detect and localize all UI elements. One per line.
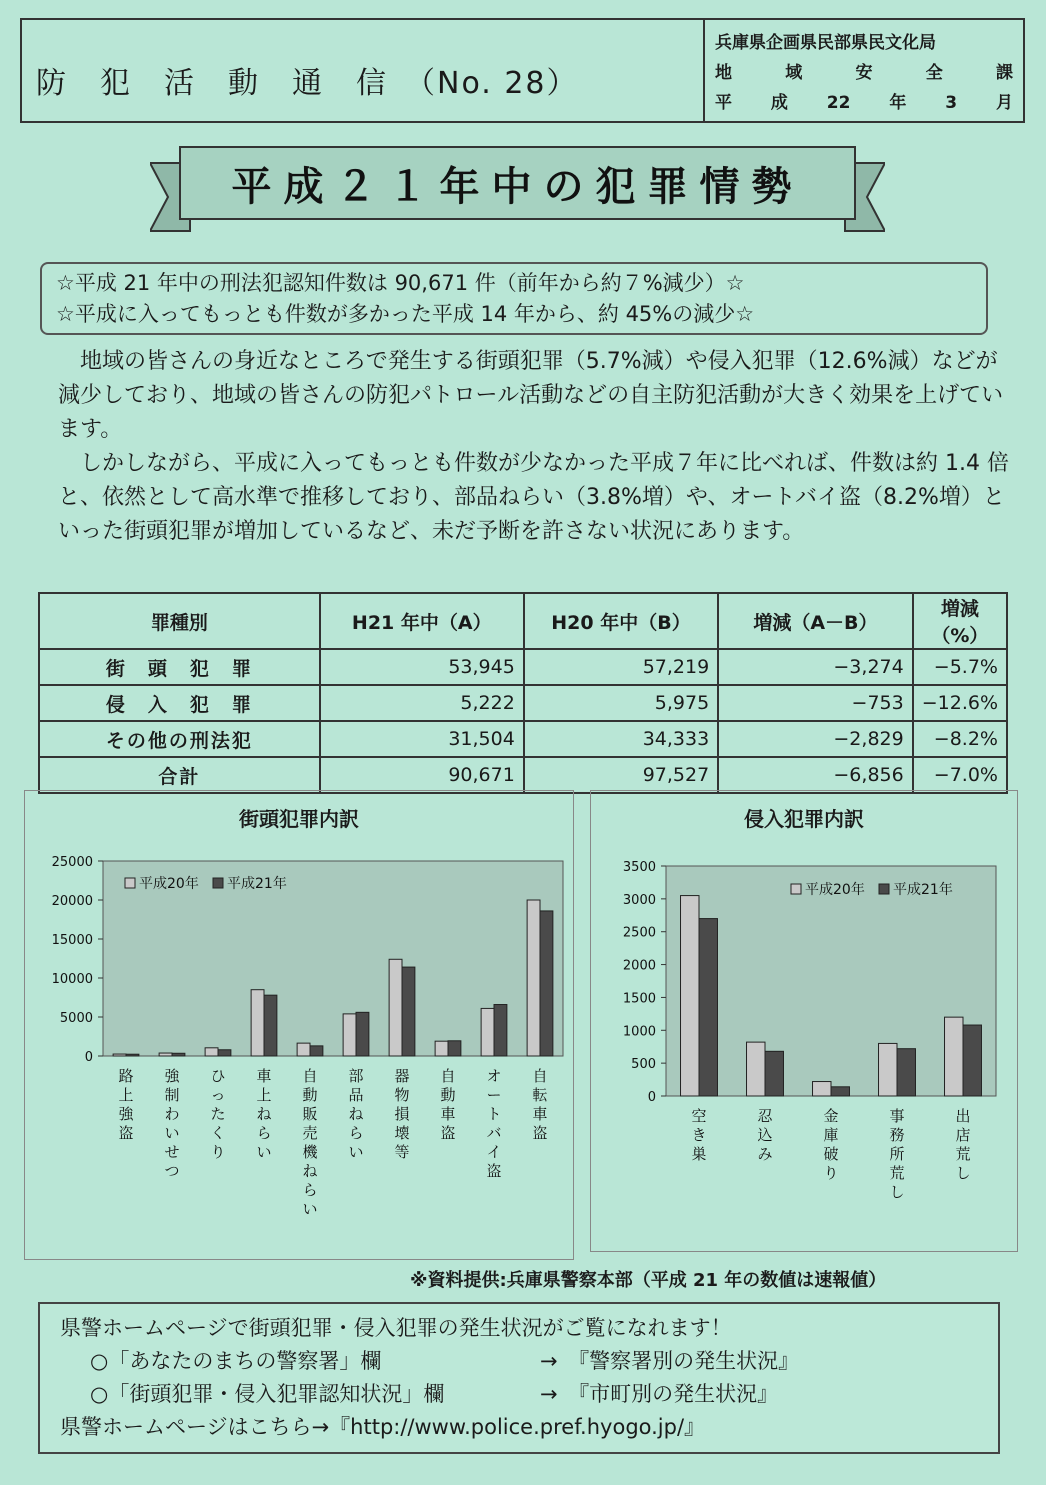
crime-status-link[interactable]: ○「街頭犯罪・侵入犯罪認知状況」欄: [90, 1382, 445, 1406]
x-tick-label: 車: [256, 1067, 272, 1085]
link-target: → 『警察署別の発生状況』: [540, 1349, 800, 1373]
x-tick-label: 巣: [691, 1145, 707, 1163]
y-tick-label: 3000: [622, 892, 656, 908]
table-row: [39, 649, 1007, 685]
summary-box: [40, 262, 988, 335]
x-tick-label: 自: [532, 1067, 548, 1085]
x-tick-label: 強: [118, 1105, 134, 1123]
y-tick-label: 2500: [622, 925, 656, 941]
bar: [897, 1049, 915, 1096]
legend-swatch: [213, 878, 223, 888]
x-tick-label: 盗: [440, 1124, 456, 1142]
cell-value: 97,527: [524, 757, 718, 793]
x-tick-label: 壊: [394, 1124, 410, 1142]
legend-swatch: [879, 884, 889, 894]
y-tick-label: 15000: [51, 933, 93, 948]
footer-link-row: [60, 1345, 978, 1378]
newsletter-title: 防 犯 活 動 通 信 （No. 28）: [36, 66, 579, 101]
article-body: [58, 345, 1018, 549]
x-tick-label: ひ: [210, 1067, 226, 1085]
bar: [494, 1005, 507, 1056]
x-tick-label: ら: [256, 1124, 272, 1142]
x-tick-label: ね: [302, 1162, 318, 1180]
legend-label: 平成21年: [893, 882, 953, 898]
bar: [435, 1041, 448, 1056]
newsletter-header: [20, 18, 703, 123]
publisher-block: [703, 18, 1025, 123]
cell-value: −12.6%: [913, 685, 1007, 721]
bar: [251, 990, 264, 1056]
publish-date: 平 成 22 年 3 月: [715, 93, 1013, 113]
x-tick-label: 器: [394, 1067, 410, 1085]
column-header: 増減（A－B）: [718, 593, 913, 649]
burglary-chart-panel: [590, 790, 1018, 1252]
paragraph-1: 地域の皆さんの身近なところで発生する街頭犯罪（5.7%減）や侵入犯罪（12.6%減）などが減少しており、地域の皆さんの防犯パトロール活動などの自主防犯活動が大きく効果を上げています。: [58, 349, 1004, 442]
bar: [159, 1053, 172, 1056]
legend-swatch: [791, 884, 801, 894]
x-tick-label: つ: [164, 1162, 180, 1180]
x-tick-label: オ: [486, 1067, 502, 1085]
x-tick-label: し: [955, 1164, 971, 1182]
x-tick-label: 自: [440, 1067, 456, 1085]
legend-label: 平成20年: [139, 876, 199, 892]
x-tick-label: 破: [823, 1145, 839, 1163]
cell-value: 90,671: [320, 757, 524, 793]
x-tick-label: 事: [889, 1107, 905, 1125]
bar: [205, 1048, 218, 1056]
bar: [747, 1042, 765, 1096]
x-tick-label: 店: [955, 1126, 971, 1144]
x-tick-label: 品: [348, 1086, 364, 1104]
column-header: 増減（%）: [913, 593, 1007, 649]
bar: [113, 1054, 126, 1056]
x-tick-label: わ: [164, 1105, 180, 1123]
x-tick-label: 物: [394, 1086, 410, 1104]
bar: [310, 1046, 323, 1056]
bar: [540, 911, 553, 1056]
cell-value: −6,856: [718, 757, 913, 793]
x-tick-label: ら: [302, 1181, 318, 1199]
y-tick-label: 10000: [51, 972, 93, 987]
cell-value: 34,333: [524, 721, 718, 757]
publisher-section: 地 域 安 全 課: [715, 63, 1013, 83]
x-tick-label: 機: [302, 1143, 318, 1161]
x-tick-label: 荒: [955, 1145, 971, 1163]
cell-value: 5,222: [320, 685, 524, 721]
street-crime-chart-panel: [24, 790, 574, 1260]
y-tick-label: 500: [631, 1057, 656, 1073]
burglary-chart: [591, 836, 1017, 1248]
x-tick-label: り: [210, 1143, 226, 1161]
x-tick-label: 込: [757, 1126, 773, 1144]
x-tick-label: 車: [440, 1105, 456, 1123]
table-row: [39, 721, 1007, 757]
cell-value: −2,829: [718, 721, 913, 757]
x-tick-label: 荒: [889, 1164, 905, 1182]
bar: [343, 1014, 356, 1056]
x-tick-label: 庫: [823, 1126, 839, 1144]
x-tick-label: っ: [210, 1086, 226, 1104]
y-tick-label: 5000: [59, 1011, 93, 1026]
bar: [481, 1008, 494, 1056]
x-tick-label: 出: [955, 1107, 971, 1125]
x-tick-label: 盗: [532, 1124, 548, 1142]
x-tick-label: 自: [302, 1067, 318, 1085]
x-tick-label: い: [348, 1143, 364, 1161]
x-tick-label: 盗: [486, 1162, 502, 1180]
x-tick-label: い: [302, 1200, 318, 1218]
table-row: [39, 685, 1007, 721]
bar: [813, 1082, 831, 1096]
x-tick-label: せ: [164, 1143, 180, 1161]
cell-value: 57,219: [524, 649, 718, 685]
legend-label: 平成21年: [227, 876, 287, 892]
x-tick-label: 車: [532, 1105, 548, 1123]
y-tick-label: 20000: [51, 894, 93, 909]
legend-swatch: [125, 878, 135, 888]
x-tick-label: 制: [164, 1086, 180, 1104]
column-header: 罪種別: [39, 593, 320, 649]
y-tick-label: 25000: [51, 855, 93, 870]
bar: [297, 1043, 310, 1056]
x-tick-label: 動: [302, 1086, 318, 1104]
bar: [448, 1041, 461, 1056]
x-tick-label: バ: [486, 1124, 502, 1142]
x-tick-label: ー: [486, 1086, 502, 1104]
cell-value: −3,274: [718, 649, 913, 685]
paragraph-2: しかしながら、平成に入ってもっとも件数が少なかった平成７年に比べれば、件数は約 1.4 倍と、依然として高水準で推移しており、部品ねらい（3.8%増）や、オートバイ盗（8.2%増）といった街頭犯罪が増加しているなど、未だ予断を許さない状況にあります。: [58, 451, 1009, 544]
x-tick-label: り: [823, 1164, 839, 1182]
cell-value: −753: [718, 685, 913, 721]
bar: [402, 967, 415, 1056]
x-tick-label: く: [210, 1124, 226, 1142]
x-tick-label: ね: [348, 1105, 364, 1123]
bar: [264, 995, 277, 1056]
x-tick-label: ね: [256, 1105, 272, 1123]
homepage-url[interactable]: 県警ホームページはこちら→『http://www.police.pref.hyogo.jp/』: [60, 1415, 706, 1439]
x-tick-label: 転: [532, 1086, 548, 1104]
x-tick-label: み: [757, 1145, 773, 1163]
x-tick-label: 部: [348, 1067, 364, 1085]
x-tick-label: 忍: [757, 1107, 773, 1125]
bar: [356, 1012, 369, 1056]
data-source-note: ※資料提供:兵庫県警察本部（平成 21 年の数値は速報値）: [410, 1270, 887, 1291]
homepage-info-box: [38, 1302, 1000, 1454]
y-tick-label: 1500: [622, 991, 656, 1007]
x-tick-label: 販: [302, 1105, 318, 1123]
bar: [527, 900, 540, 1056]
legend-label: 平成20年: [805, 882, 865, 898]
headline-banner: [150, 143, 885, 235]
x-tick-label: 上: [256, 1086, 272, 1104]
row-category: 街 頭 犯 罪: [39, 649, 320, 685]
x-tick-label: 売: [302, 1124, 318, 1142]
chart-title: 侵入犯罪内訳: [744, 807, 864, 831]
crime-stats-table: [38, 592, 1008, 794]
y-tick-label: 2000: [622, 958, 656, 974]
row-category: 合計: [39, 757, 320, 793]
x-tick-label: イ: [486, 1143, 502, 1161]
row-category: その他の刑法犯: [39, 721, 320, 757]
table-total-row: [39, 757, 1007, 793]
x-tick-label: た: [210, 1105, 226, 1123]
x-tick-label: い: [164, 1124, 180, 1142]
x-tick-label: 強: [164, 1067, 180, 1085]
bar: [831, 1087, 849, 1096]
x-tick-label: ト: [486, 1105, 502, 1123]
publisher-dept: 兵庫県企画県民部県民文化局: [715, 33, 936, 53]
x-tick-label: 損: [394, 1105, 410, 1123]
footer-intro: 県警ホームページで街頭犯罪・侵入犯罪の発生状況がご覧になれます！: [60, 1316, 732, 1340]
y-tick-label: 3500: [622, 860, 656, 875]
street-crime-chart: [25, 836, 573, 1256]
y-tick-label: 0: [647, 1090, 656, 1105]
x-tick-label: 上: [118, 1086, 134, 1104]
x-tick-label: 所: [889, 1145, 905, 1163]
bar: [681, 896, 699, 1096]
cell-value: 5,975: [524, 685, 718, 721]
bar: [126, 1054, 139, 1056]
bar: [218, 1050, 231, 1056]
column-header: H21 年中（A）: [320, 593, 524, 649]
bar: [879, 1043, 897, 1096]
x-tick-label: 路: [118, 1067, 134, 1085]
chart-title: 街頭犯罪内訳: [239, 807, 359, 831]
x-tick-label: き: [691, 1126, 707, 1144]
x-tick-label: 空: [691, 1107, 707, 1125]
cell-value: −7.0%: [913, 757, 1007, 793]
link-target: → 『市町別の発生状況』: [540, 1382, 779, 1406]
column-header: H20 年中（B）: [524, 593, 718, 649]
summary-line-1: ☆平成 21 年中の刑法犯認知件数は 90,671 件（前年から約７%減少）☆: [56, 271, 745, 295]
footer-link-row: [60, 1378, 978, 1411]
bar: [945, 1017, 963, 1096]
y-tick-label: 0: [84, 1050, 93, 1065]
x-tick-label: し: [889, 1183, 905, 1201]
headline-title: 平成２１年中の犯罪情勢: [231, 163, 804, 210]
row-category: 侵 入 犯 罪: [39, 685, 320, 721]
y-tick-label: 1000: [622, 1024, 656, 1040]
x-tick-label: 金: [823, 1107, 839, 1125]
x-tick-label: 動: [440, 1086, 456, 1104]
x-tick-label: 盗: [118, 1124, 134, 1142]
bar: [963, 1025, 981, 1096]
cell-value: 31,504: [320, 721, 524, 757]
x-tick-label: ら: [348, 1124, 364, 1142]
cell-value: −8.2%: [913, 721, 1007, 757]
x-tick-label: い: [256, 1143, 272, 1161]
bar: [389, 959, 402, 1056]
x-tick-label: 務: [889, 1126, 905, 1144]
x-tick-label: 等: [394, 1143, 410, 1161]
cell-value: 53,945: [320, 649, 524, 685]
bar: [699, 919, 717, 1096]
police-station-link[interactable]: ○「あなたのまちの警察署」欄: [90, 1349, 382, 1373]
bar: [765, 1051, 783, 1096]
summary-line-2: ☆平成に入ってもっとも件数が多かった平成 14 年から、約 45%の減少☆: [56, 302, 755, 326]
bar: [172, 1053, 185, 1056]
table-header-row: [39, 593, 1007, 649]
cell-value: −5.7%: [913, 649, 1007, 685]
